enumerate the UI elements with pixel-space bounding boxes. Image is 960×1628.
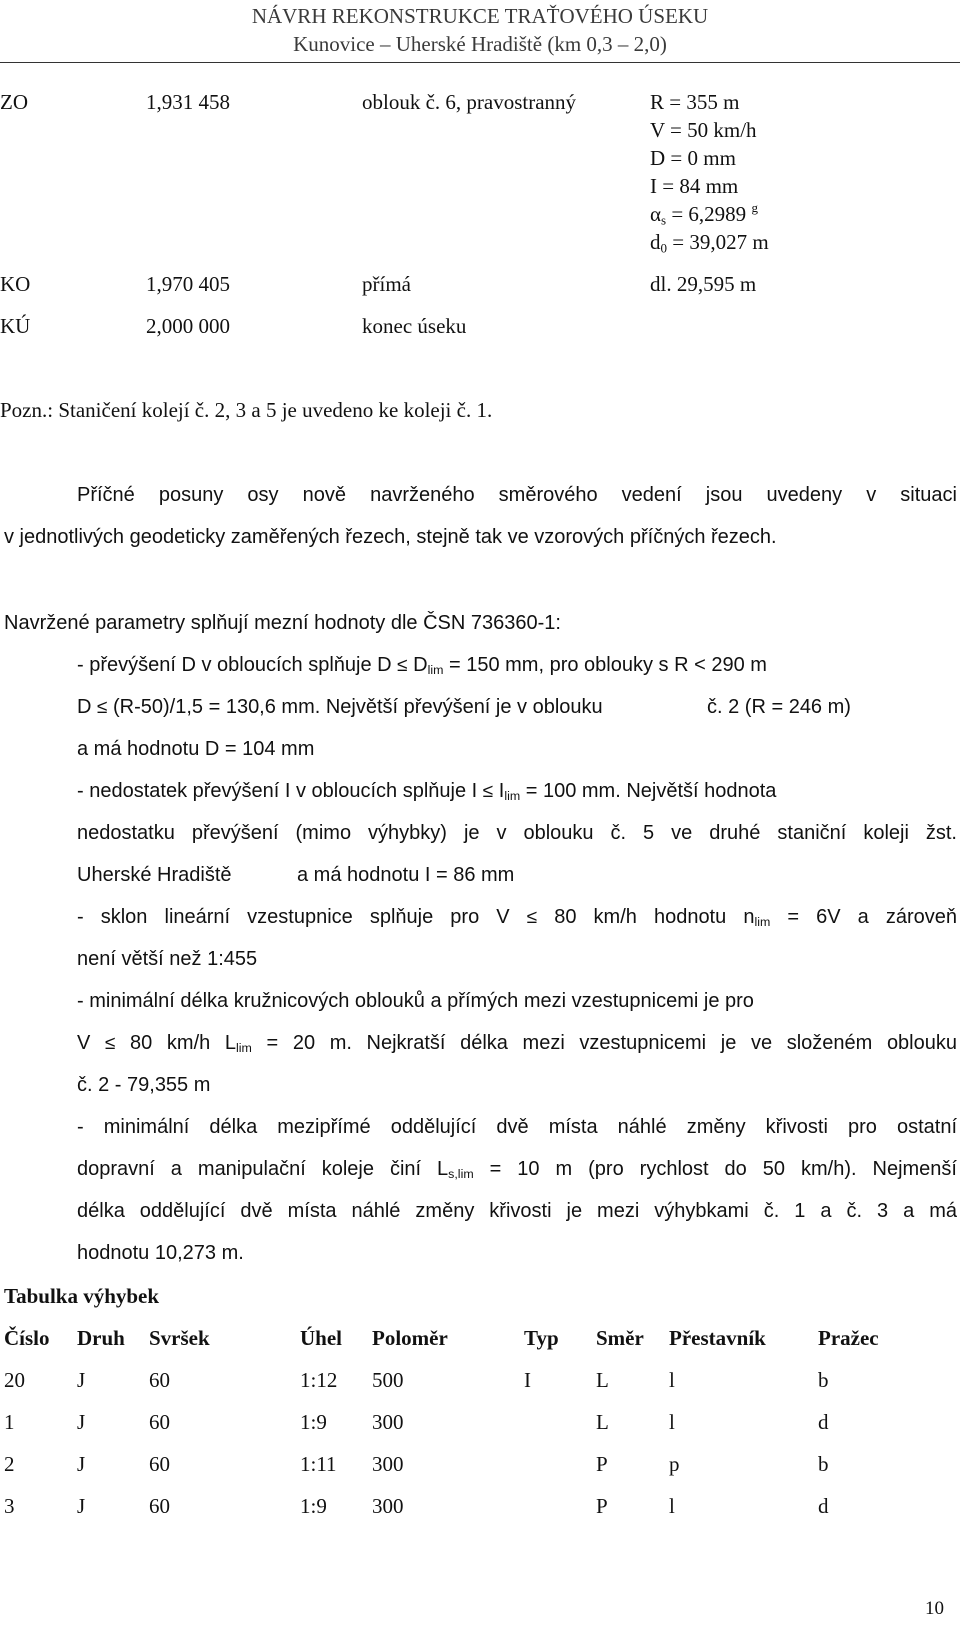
- header-subtitle: Kunovice – Uherské Hradiště (km 0,3 – 2,0): [293, 32, 667, 56]
- table-header-cell: Úhel: [300, 1326, 342, 1350]
- params-intro: Navržené parametry splňují mezní hodnoty dle ČSN 736360-1:: [4, 612, 561, 634]
- table-cell: 60: [149, 1452, 170, 1476]
- alignment-param: V = 50 km/h: [650, 118, 757, 142]
- table-title: Tabulka výhybek: [4, 1284, 160, 1308]
- alignment-km: 1,931 458: [146, 90, 230, 114]
- table-cell: b: [818, 1368, 829, 1392]
- table-cell: 300: [372, 1494, 404, 1518]
- alignment-param: dl. 29,595 m: [650, 272, 757, 296]
- bullet-superelevation: - převýšení D v obloucích splňuje $D \le D_{lim} = 150$ mm, pro oblouky s R < 290 m: [77, 654, 767, 678]
- bullet-cant-deficiency: - nedostatek převýšení I v obloucích splňuje $I \le I_{lim} = 100$ mm. Největší hodnota: [77, 780, 777, 804]
- alignment-element: konec úseku: [362, 314, 467, 338]
- table-cell: 300: [372, 1452, 404, 1476]
- paragraph-line: D ≤ (R-50)/1,5 = 130,6 mm. Největší převýšení je v oblouku: [77, 696, 603, 718]
- table-cell: J: [77, 1368, 86, 1392]
- table-cell: 20: [4, 1368, 25, 1392]
- alignment-element: přímá: [362, 272, 411, 296]
- table-cell: L: [596, 1410, 609, 1434]
- alignment-code: KÚ: [0, 314, 31, 338]
- header-rule: [0, 62, 960, 63]
- alignment-param: R = 355 m: [650, 90, 740, 114]
- paragraph-line: Uherské Hradiště: [77, 864, 232, 886]
- table-cell: 60: [149, 1368, 170, 1392]
- paragraph-line: hodnotu 10,273 m.: [77, 1242, 244, 1264]
- table-cell: I: [524, 1368, 531, 1392]
- alignment-element: oblouk č. 6, pravostranný: [362, 90, 577, 114]
- table-header-cell: Přestavník: [669, 1326, 766, 1350]
- paragraph-line: není větší než 1:455: [77, 948, 258, 970]
- table-header-cell: Typ: [524, 1326, 559, 1350]
- alignment-param-alpha: $\alpha_s = 6,2989$ $^g$: [650, 199, 758, 228]
- bullet-min-curve-length: - minimální délka kružnicových oblouků a přímých mezi vzestupnicemi je pro: [77, 990, 754, 1012]
- table-cell: 60: [149, 1494, 170, 1518]
- alignment-km: 1,970 405: [146, 272, 230, 296]
- paragraph-line: v jednotlivých geodeticky zaměřených řezech, stejně tak ve vzorových příčných řezech.: [4, 526, 777, 548]
- table-cell: 1:12: [300, 1368, 338, 1392]
- table-cell: 300: [372, 1410, 404, 1434]
- alignment-code: ZO: [0, 90, 28, 114]
- station-note: Pozn.: Staničení kolejí č. 2, 3 a 5 je uvedeno ke koleji č. 1.: [0, 398, 493, 422]
- alignment-code: KO: [0, 272, 31, 296]
- alignment-km: 2,000 000: [146, 314, 230, 338]
- paragraph-line: nedostatku převýšení (mimo výhybky) je v oblouku č. 5 ve druhé staniční koleji žst.: [77, 822, 957, 844]
- paragraph-line: V ≤ 80 km/h $L_{lim} = 20$ m. Nejkratší délka mezi vzestupnicemi je ve složeném oblouku: [77, 1032, 957, 1056]
- table-cell: P: [596, 1452, 608, 1476]
- paragraph-line: délka oddělující dvě místa náhlé změny křivosti je mezi výhybkami č. 1 a č. 3 a má: [77, 1200, 957, 1222]
- table-cell: J: [77, 1410, 86, 1434]
- table-cell: 1: [4, 1410, 15, 1434]
- page-number: 10: [925, 1598, 944, 1619]
- table-cell: 1:11: [300, 1452, 337, 1476]
- table-cell: l: [669, 1368, 675, 1392]
- header-title: NÁVRH REKONSTRUKCE TRAŤOVÉHO ÚSEKU: [251, 4, 709, 28]
- bullet-min-straight-length: - minimální délka mezipřímé oddělující dvě místa náhlé změny křivosti pro ostatní: [77, 1116, 957, 1138]
- table-cell: l: [669, 1410, 675, 1434]
- paragraph-line: a má hodnotu I = 86 mm: [297, 864, 515, 886]
- paragraph-line: č. 2 (R = 246 m): [707, 696, 851, 718]
- table-cell: l: [669, 1494, 675, 1518]
- table-header-cell: Poloměr: [372, 1326, 448, 1350]
- table-cell: P: [596, 1494, 608, 1518]
- paragraph-line: Příčné posuny osy nově navrženého směrového vedení jsou uvedeny v situaci: [77, 484, 957, 506]
- table-cell: 3: [4, 1494, 15, 1518]
- table-cell: 500: [372, 1368, 404, 1392]
- table-cell: p: [669, 1452, 680, 1476]
- alignment-param-d0: $d_0 = 39,027$ m: [650, 230, 769, 256]
- table-cell: J: [77, 1494, 86, 1518]
- table-cell: 60: [149, 1410, 170, 1434]
- table-header-cell: Svršek: [149, 1326, 210, 1350]
- table-cell: d: [818, 1410, 829, 1434]
- paragraph-line: č. 2 - 79,355 m: [77, 1074, 211, 1096]
- paragraph-line: dopravní a manipulační koleje činí $L_{s,lim} = 10$ m (pro rychlost do 50 km/h). Nejmenší: [77, 1158, 957, 1182]
- table-cell: d: [818, 1494, 829, 1518]
- table-cell: J: [77, 1452, 86, 1476]
- table-header-cell: Směr: [596, 1326, 644, 1350]
- table-cell: 1:9: [300, 1410, 327, 1434]
- table-header-cell: Pražec: [818, 1326, 879, 1350]
- table-header-cell: Číslo: [4, 1326, 50, 1350]
- table-cell: L: [596, 1368, 609, 1392]
- table-cell: b: [818, 1452, 829, 1476]
- bullet-ramp-gradient: - sklon lineární vzestupnice splňuje pro V ≤ 80 km/h hodnotu $n_{lim} = 6V$ a zároveň: [77, 906, 957, 930]
- table-cell: 1:9: [300, 1494, 327, 1518]
- alignment-param: I = 84 mm: [650, 174, 739, 198]
- paragraph-line: a má hodnotu D = 104 mm: [77, 738, 315, 760]
- alignment-param: D = 0 mm: [650, 146, 736, 170]
- table-header-cell: Druh: [77, 1326, 125, 1350]
- table-cell: 2: [4, 1452, 15, 1476]
